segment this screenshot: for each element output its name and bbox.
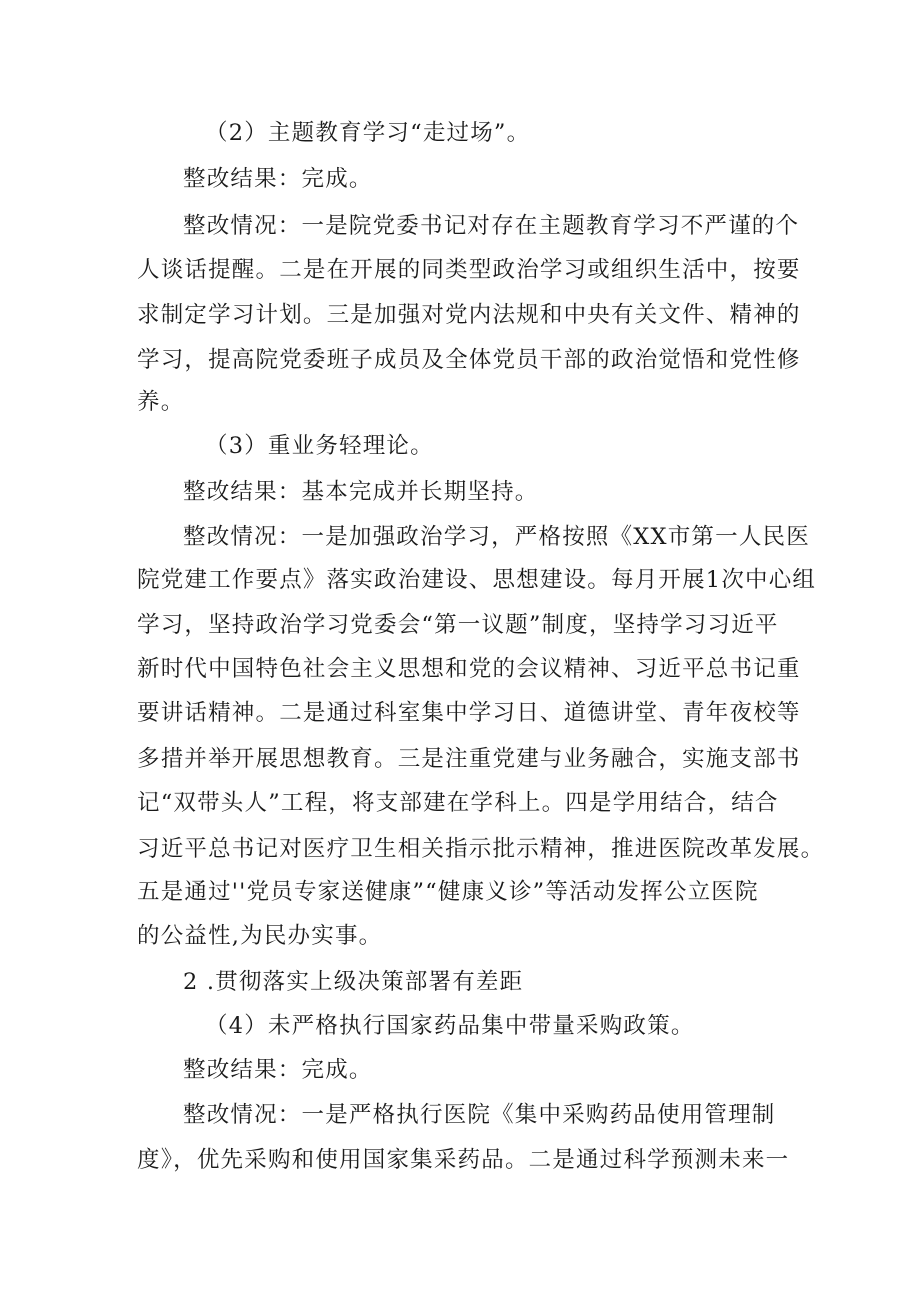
heading-item-3: （3）重业务轻理论。: [205, 433, 434, 459]
paragraph-line: 记“双带头人”工程，将支部建在学科上。四是学用结合，结合: [137, 790, 779, 816]
paragraph-line: 学习，坚持政治学习党委会“第一议题”制度，坚持学习习近平: [137, 612, 779, 638]
paragraph-line: 度》，优先采购和使用国家集采药品。二是通过科学预测未来一: [137, 1147, 790, 1173]
paragraph-line: 多措并举开展思想教育。三是注重党建与业务融合，实施支部书: [137, 746, 801, 772]
heading-item-4: （4）未严格执行国家药品集中带量采购政策。: [205, 1013, 695, 1039]
paragraph-line: 养。: [137, 389, 185, 415]
paragraph-line: 的公益性,为民办实事。: [137, 923, 383, 949]
paragraph-line: 整改情况：一是加强政治学习，严格按照《XX市第一人民医: [183, 524, 810, 550]
paragraph-line: 院党建工作要点》落实政治建设、思想建设。每月开展1次中心组: [137, 567, 817, 593]
result-line: 整改结果：完成。: [183, 1057, 373, 1083]
paragraph-line: 要讲话精神。二是通过科室集中学习日、道德讲堂、青年夜校等: [137, 700, 801, 726]
result-line: 整改结果：完成。: [183, 166, 373, 192]
result-line: 整改结果：基本完成并长期坚持。: [183, 479, 539, 505]
section-heading: 2 .贯彻落实上级决策部署有差距: [183, 969, 524, 995]
paragraph-line: 整改情况：一是院党委书记对存在主题教育学习不严谨的个: [183, 213, 800, 239]
paragraph-line: 学习，提高院党委班子成员及全体党员干部的政治觉悟和党性修: [137, 347, 801, 373]
paragraph-line: 新时代中国特色社会主义思想和党的会议精神、习近平总书记重: [137, 656, 801, 682]
paragraph-line: 求制定学习计划。三是加强对党内法规和中央有关文件、精神的: [137, 302, 801, 328]
paragraph-line: 整改情况：一是严格执行医院《集中采购药品使用管理制: [183, 1102, 776, 1128]
paragraph-line: 人谈话提醒。二是在开展的同类型政治学习或组织生活中，按要: [137, 257, 801, 283]
paragraph-line: 习近平总书记对医疗卫生相关指示批示精神，推进医院改革发展。: [137, 836, 825, 862]
paragraph-line: 五是通过''党员专家送健康”“健康义诊”等活动发挥公立医院: [137, 879, 759, 905]
heading-item-2: （2）主题教育学习“走过场”。: [205, 120, 531, 146]
